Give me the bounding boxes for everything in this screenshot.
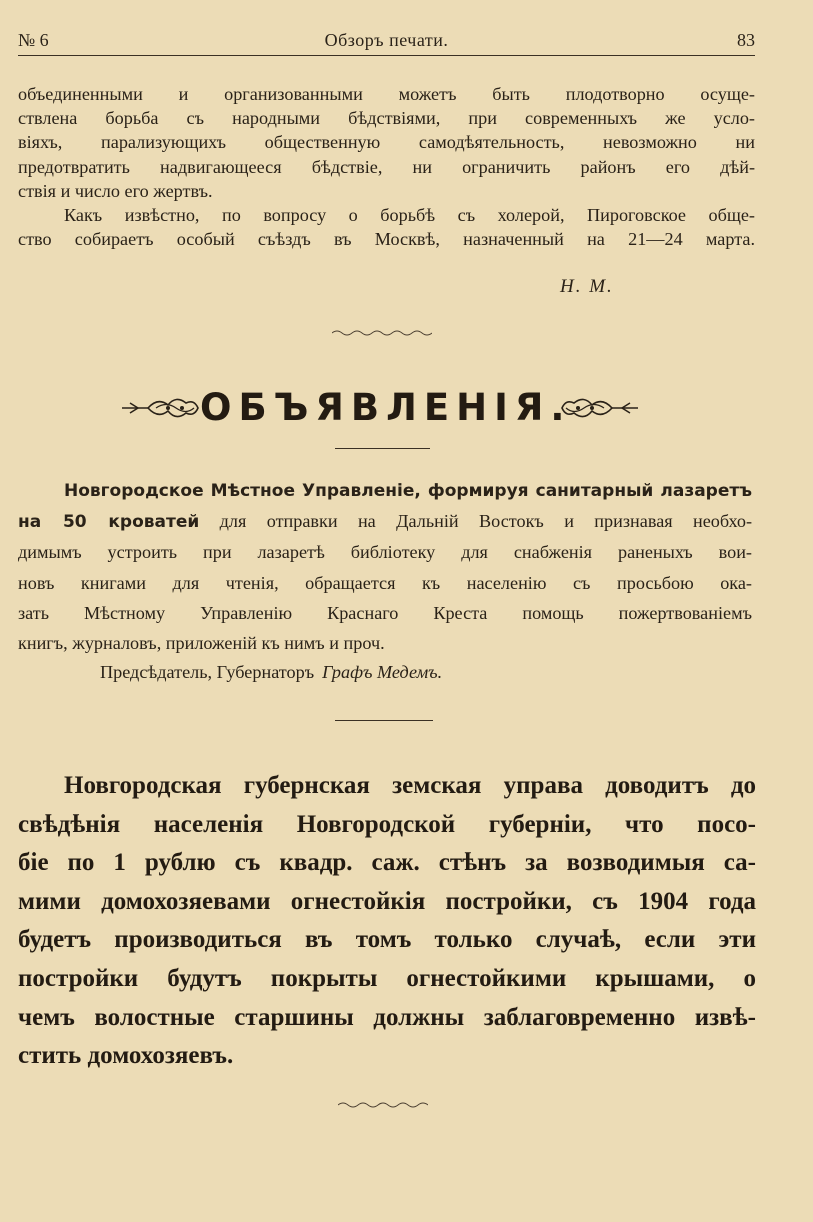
notice-line: мими домохозяевами огнестойкія постройки, съ 1904 года xyxy=(18,887,756,915)
notice-line-bold: Новгородское Мѣстное Управленіе, формируя санитарный лазаретъ xyxy=(64,481,752,501)
signature-title: Предсѣдатель, Губернаторъ xyxy=(100,662,315,682)
issue-number: № 6 xyxy=(18,30,49,50)
running-header xyxy=(18,30,755,52)
ornament-right-icon xyxy=(560,393,640,423)
notice-line xyxy=(18,506,752,537)
notice-line: постройки будутъ покрыты огнестойкими крышами, о xyxy=(18,964,756,992)
notice-line: стить домохозяевъ. xyxy=(18,1042,234,1070)
heading-title: ОБЪЯВЛЕНІЯ. xyxy=(200,386,572,429)
notice-line: будетъ производиться въ томъ только случаѣ, если эти xyxy=(18,926,756,954)
page-number: 83 xyxy=(737,30,755,50)
section-heading xyxy=(120,385,640,431)
notice-divider xyxy=(335,720,433,721)
text-line: ство собираетъ особый съѣздъ въ Москвѣ, назначенный на 21—24 марта. xyxy=(18,229,755,250)
text-line: віяхъ, парализующихъ общественную самодѣятельность, невозможно ни xyxy=(18,132,755,153)
notice-zemstvo xyxy=(18,767,756,1076)
text-line: ствія и число его жертвъ. xyxy=(18,180,213,201)
notice-lazaret xyxy=(18,476,753,658)
notice-line: зать Мѣстному Управленію Краснаго Креста помощь пожертвованіемъ xyxy=(18,602,752,623)
text-line: объединенными и организованными можетъ быть плодотворно осуще- xyxy=(18,84,755,104)
notice-line: біе по 1 рублю съ квадр. саж. стѣнъ за возводимыя са- xyxy=(18,849,756,877)
wavy-divider-icon xyxy=(338,1100,428,1110)
article-ending xyxy=(18,82,755,251)
ornament-left-icon xyxy=(120,393,200,423)
notice-line: чемъ волостные старшины должны заблаговременно извѣ- xyxy=(18,1003,756,1031)
signature-name: Графъ Медемъ. xyxy=(322,662,443,682)
notice-line: новъ книгами для чтенія, обращается къ населенію съ просьбою ока- xyxy=(18,572,752,593)
notice-phrase: для отправки на Дальній Востокъ и признавая необхо- xyxy=(219,511,753,532)
wavy-divider-icon xyxy=(332,328,432,338)
header-rule xyxy=(18,55,755,56)
heading-underline xyxy=(335,448,430,449)
notice-line: Новгородская губернская земская управа доводитъ до xyxy=(64,772,756,799)
text-line: Какъ извѣстно, по вопросу о борьбѣ съ холерой, Пироговское обще- xyxy=(64,205,755,226)
notice-line: свѣдѣнія населенія Новгородской губерніи, что посо- xyxy=(18,810,756,838)
notice-bold-phrase: на 50 кроватей xyxy=(18,512,200,533)
text-line: предотвратить надвигающееся бѣдствіе, ни ограничить районъ его дѣй- xyxy=(18,156,755,177)
running-title: Обзоръ печати. xyxy=(324,30,449,50)
notice-signature xyxy=(100,662,442,683)
notice-line: книгъ, журналовъ, приложеній къ нимъ и проч. xyxy=(18,633,385,654)
text-line: ствлена борьба съ народными бѣдствіями, при современныхъ же усло- xyxy=(18,108,755,129)
article-signature: Н. М. xyxy=(560,276,614,297)
notice-line: димымъ устроить при лазаретѣ библіотеку для снабженія раненыхъ вои- xyxy=(18,542,752,563)
